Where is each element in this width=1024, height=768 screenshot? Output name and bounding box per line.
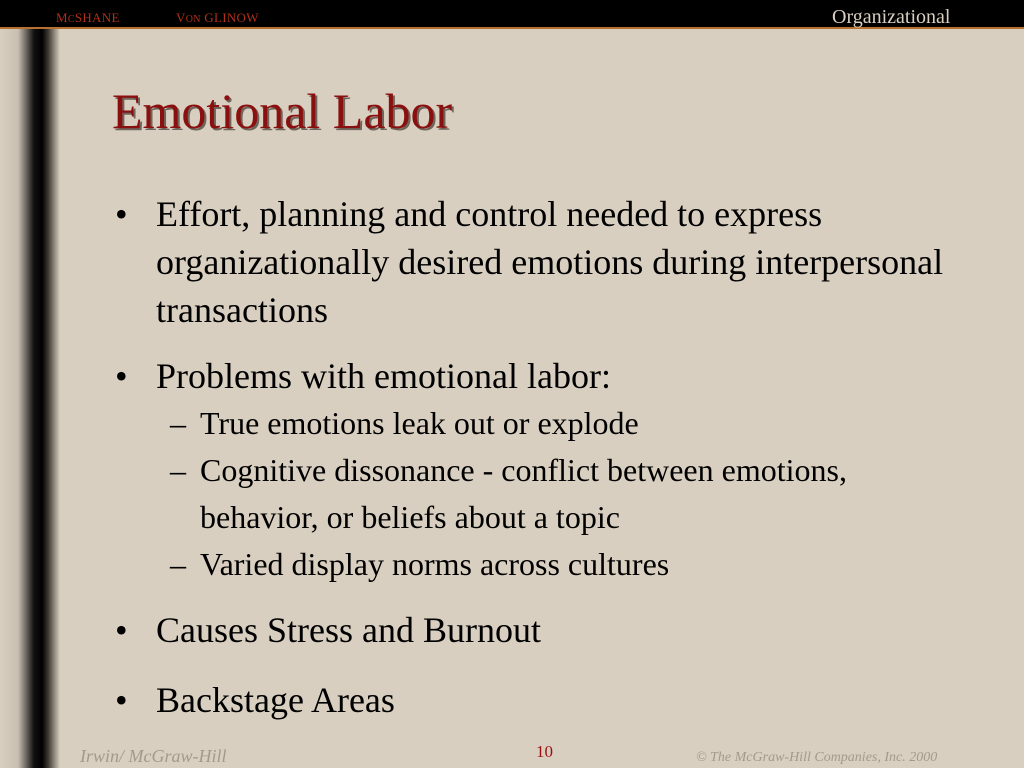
slide-title: Emotional Labor (112, 83, 453, 139)
bullet-effort: • Effort, planning and control needed to express organizationally desired emotions during interpersonal transactions (110, 190, 970, 334)
sub-bullet-display-norms: – Varied display norms across cultures (110, 541, 970, 588)
bullet-problems: • Problems with emotional labor: (110, 352, 970, 400)
bullet-stress: • Causes Stress and Burnout (110, 606, 970, 654)
footer-publisher: Irwin/ McGraw-Hill (80, 746, 227, 766)
brand-organizational: Organizational (832, 6, 951, 28)
author1-initial: M (56, 10, 68, 25)
slide-content (110, 190, 970, 724)
page-number: 10 (536, 742, 553, 761)
footer-copyright: © The McGraw-Hill Companies, Inc. 2000 (696, 750, 938, 765)
left-edge-shadow (0, 29, 60, 768)
author1-small-caps: C (67, 14, 75, 25)
brand-behavior: BEHAVIOR (880, 26, 981, 48)
author2-small-caps: ON (185, 14, 201, 25)
author2-initial: V (176, 10, 186, 25)
author1-surname: SHANE (74, 10, 120, 25)
sub-bullet-cognitive-dissonance: – Cognitive dissonance - conflict between emotions, behavior, or beliefs about a topic (110, 447, 970, 541)
author-von-glinow (176, 10, 259, 26)
bullet-backstage: • Backstage Areas (110, 676, 970, 724)
sub-bullet-true-emotions: – True emotions leak out or explode (110, 400, 970, 447)
author2-surname: GLINOW (200, 10, 259, 25)
author-mcshane (56, 10, 120, 26)
